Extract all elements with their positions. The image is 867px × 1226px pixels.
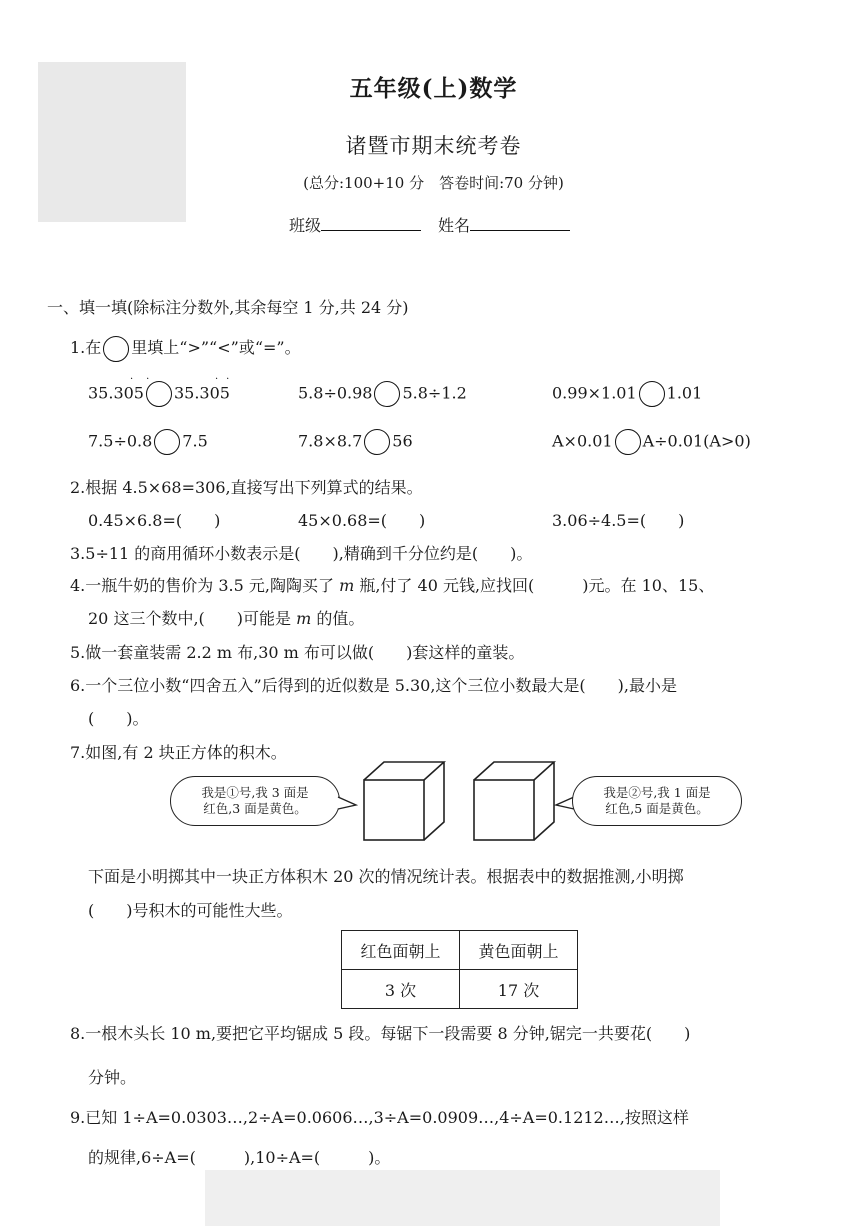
q1-prompt: 1.在 里填上“>”“<”或“=”。 (70, 335, 301, 362)
q2-item-2: 45×0.68=( ) (298, 511, 426, 530)
q3: 3.5÷11 的商用循环小数表示是( ),精确到千分位约是( )。 (70, 544, 533, 563)
q1-item-4: 7.5÷0.8 7.5 (88, 429, 208, 455)
variable-m: m (339, 576, 355, 595)
q7-prompt: 7.如图,有 2 块正方体的积木。 (70, 743, 287, 762)
q1-item-3: 0.99×1.01 1.01 (552, 381, 702, 407)
q6-line2: ( )。 (88, 709, 149, 728)
class-field (289, 213, 421, 236)
exam-meta: (总分:100+10 分 答卷时间:70 分钟) (303, 174, 564, 192)
answer-circle (103, 336, 129, 362)
q8-line2: 分钟。 (88, 1068, 137, 1087)
speech-bubble-cube-2: 我是②号,我 1 面是 红色,5 面是黄色。 (572, 776, 742, 826)
cube-2-icon (472, 760, 556, 844)
q7-text-line2: ( )号积木的可能性大些。 (88, 901, 293, 920)
name-label: 姓名 (438, 216, 471, 235)
stats-table (341, 930, 578, 1009)
q6-line1: 6.一个三位小数“四舍五入”后得到的近似数是 5.30,这个三位小数最大是( ),最小是 (70, 676, 677, 695)
answer-circle (639, 381, 665, 407)
variable-m: m (296, 609, 312, 628)
table-header-red: 红色面朝上 (342, 931, 460, 970)
table-cell-red: 3 次 (342, 970, 460, 1009)
q9-line1: 9.已知 1÷A=0.0303…,2÷A=0.0606…,3÷A=0.0909…,4÷A=0.1212…,按照这样 (70, 1108, 689, 1127)
scan-shade-bottom (205, 1170, 720, 1226)
speech-bubble-cube-1: 我是①号,我 3 面是 红色,3 面是黄色。 (170, 776, 340, 826)
q1-item-2: 5.8÷0.98 5.8÷1.2 (298, 381, 467, 407)
q2-prompt: 2.根据 4.5×68=306,直接写出下列算式的结果。 (70, 478, 423, 497)
q2-item-3: 3.06÷4.5=( ) (552, 511, 685, 530)
name-field (438, 213, 570, 236)
answer-circle (364, 429, 390, 455)
name-blank (470, 216, 570, 231)
page-title: 五年级(上)数学 (349, 75, 518, 102)
class-label: 班级 (289, 216, 322, 235)
answer-circle (154, 429, 180, 455)
class-blank (321, 216, 421, 231)
q8-line1: 8.一根木头长 10 m,要把它平均锯成 5 段。每锯下一段需要 8 分钟,锯完一共要花( ) (70, 1024, 691, 1043)
table-row (342, 970, 578, 1009)
q4-line2: 20 这三个数中,( )可能是 m 的值。 (88, 609, 365, 628)
q5: 5.做一套童装需 2.2 m 布,30 m 布可以做( )套这样的童装。 (70, 643, 525, 662)
table-header-yellow: 黄色面朝上 (460, 931, 578, 970)
bubble-tail-icon (336, 795, 358, 811)
table-cell-yellow: 17 次 (460, 970, 578, 1009)
repeating-dots: ·· (130, 374, 163, 385)
q7-text-line1: 下面是小明掷其中一块正方体积木 20 次的情况统计表。根据表中的数据推测,小明掷 (88, 867, 684, 886)
q2-item-1: 0.45×6.8=( ) (88, 511, 221, 530)
cube-1-icon (362, 760, 446, 844)
repeating-dots: ·· (215, 374, 238, 385)
q1-item-5: 7.8×8.7 56 (298, 429, 413, 455)
answer-circle (374, 381, 400, 407)
q1-item-1: 35.305 35.305 (88, 381, 230, 407)
q1-item-6: A×0.01 A÷0.01(A>0) (552, 429, 751, 455)
section-heading: 一、填一填(除标注分数外,其余每空 1 分,共 24 分) (47, 298, 409, 317)
q9-line2: 的规律,6÷A=( ),10÷A=( )。 (88, 1148, 391, 1167)
q4-line1: 4.一瓶牛奶的售价为 3.5 元,陶陶买了 m 瓶,付了 40 元钱,应找回( )元。在 10、15、 (70, 576, 715, 595)
table-header-row (342, 931, 578, 970)
answer-circle (615, 429, 641, 455)
page-subtitle: 诸暨市期末统考卷 (345, 134, 522, 158)
